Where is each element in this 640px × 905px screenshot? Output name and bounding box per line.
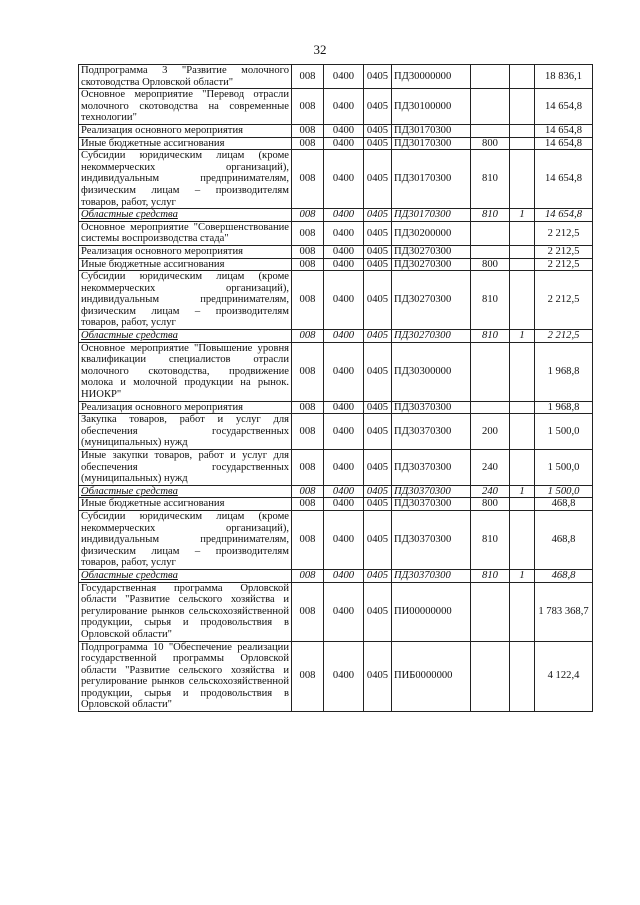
table-row <box>79 450 593 486</box>
table-row <box>79 271 593 330</box>
target-item-code: ПД30370300 <box>392 510 471 569</box>
amount: 1 783 368,7 <box>535 582 593 641</box>
expense-type-code <box>471 342 510 401</box>
table-row <box>79 65 593 89</box>
target-item-code: ПД30170300 <box>392 137 471 150</box>
amount: 14 654,8 <box>535 89 593 125</box>
expense-type-code <box>471 401 510 414</box>
subsection-code: 0405 <box>364 65 392 89</box>
target-item-code: ПД30270300 <box>392 330 471 343</box>
table-row <box>79 342 593 401</box>
funding-source-code <box>510 65 535 89</box>
funding-source-code <box>510 641 535 712</box>
section-code: 0400 <box>324 89 364 125</box>
amount: 14 654,8 <box>535 209 593 222</box>
amount: 2 212,5 <box>535 271 593 330</box>
section-code: 0400 <box>324 137 364 150</box>
expense-type-code: 800 <box>471 498 510 511</box>
department-code: 008 <box>292 641 324 712</box>
expense-type-code: 200 <box>471 414 510 450</box>
expense-type-code <box>471 245 510 258</box>
department-code: 008 <box>292 510 324 569</box>
department-code: 008 <box>292 401 324 414</box>
row-name: Иные бюджетные ассигнования <box>79 137 292 150</box>
funding-source-code: 1 <box>510 330 535 343</box>
expense-type-code: 810 <box>471 150 510 209</box>
funding-source-code <box>510 150 535 209</box>
row-name: Подпрограмма 10 "Обеспечение реализации государственной программы Орловской области "Развитие сельского хозяйства и регулирование рынков сельскохозяйственной продукции, сырья и продовольствия в Орловской области" <box>79 641 292 712</box>
section-code: 0400 <box>324 209 364 222</box>
section-code: 0400 <box>324 258 364 271</box>
target-item-code: ПИ00000000 <box>392 582 471 641</box>
amount: 14 654,8 <box>535 124 593 137</box>
expense-type-code: 240 <box>471 450 510 486</box>
target-item-code: ПД30170300 <box>392 124 471 137</box>
row-name: Основное мероприятие "Повышение уровня квалификации специалистов отрасли молочного скотоводства, продвижение молока и молочной продукции на рынок. НИОКР" <box>79 342 292 401</box>
funding-source-code <box>510 258 535 271</box>
target-item-code: ПД30370300 <box>392 485 471 498</box>
subsection-code: 0405 <box>364 271 392 330</box>
table-row <box>79 582 593 641</box>
funding-source-code <box>510 271 535 330</box>
amount: 1 968,8 <box>535 342 593 401</box>
amount: 1 500,0 <box>535 414 593 450</box>
target-item-code: ПД30300000 <box>392 342 471 401</box>
subsection-code: 0405 <box>364 569 392 582</box>
section-code: 0400 <box>324 271 364 330</box>
target-item-code: ПД30200000 <box>392 221 471 245</box>
target-item-code: ПД30370300 <box>392 450 471 486</box>
department-code: 008 <box>292 582 324 641</box>
section-code: 0400 <box>324 330 364 343</box>
expense-type-code <box>471 89 510 125</box>
section-code: 0400 <box>324 414 364 450</box>
expense-type-code <box>471 221 510 245</box>
expense-type-code <box>471 582 510 641</box>
section-code: 0400 <box>324 485 364 498</box>
amount: 468,8 <box>535 569 593 582</box>
amount: 4 122,4 <box>535 641 593 712</box>
funding-source-code <box>510 510 535 569</box>
table-row <box>79 258 593 271</box>
department-code: 008 <box>292 485 324 498</box>
subsection-code: 0405 <box>364 209 392 222</box>
funding-source-code <box>510 498 535 511</box>
section-code: 0400 <box>324 65 364 89</box>
expense-type-code <box>471 65 510 89</box>
subsection-code: 0405 <box>364 330 392 343</box>
section-code: 0400 <box>324 569 364 582</box>
table-row <box>79 569 593 582</box>
funding-source-code <box>510 582 535 641</box>
row-name: Государственная программа Орловской области "Развитие сельского хозяйства и регулирование рынков сельскохозяйственной продукции, сырья и продовольствия в Орловской области" <box>79 582 292 641</box>
department-code: 008 <box>292 245 324 258</box>
target-item-code: ПД30270300 <box>392 245 471 258</box>
row-name: Иные бюджетные ассигнования <box>79 498 292 511</box>
funding-source-code: 1 <box>510 569 535 582</box>
subsection-code: 0405 <box>364 258 392 271</box>
funding-source-code <box>510 89 535 125</box>
target-item-code: ПД30170300 <box>392 209 471 222</box>
funding-source-code <box>510 401 535 414</box>
amount: 14 654,8 <box>535 150 593 209</box>
department-code: 008 <box>292 150 324 209</box>
table-row <box>79 485 593 498</box>
department-code: 008 <box>292 209 324 222</box>
target-item-code: ПД30170300 <box>392 150 471 209</box>
amount: 1 500,0 <box>535 450 593 486</box>
table-row <box>79 401 593 414</box>
target-item-code: ПД30370300 <box>392 569 471 582</box>
section-code: 0400 <box>324 510 364 569</box>
target-item-code: ПИБ0000000 <box>392 641 471 712</box>
row-name: Подпрограмма 3 "Развитие молочного скотоводства Орловской области" <box>79 65 292 89</box>
row-name: Иные закупки товаров, работ и услуг для обеспечения государственных (муниципальных) нужд <box>79 450 292 486</box>
expense-type-code: 810 <box>471 209 510 222</box>
funding-source-code <box>510 450 535 486</box>
table-row <box>79 137 593 150</box>
row-name: Закупка товаров, работ и услуг для обеспечения государственных (муниципальных) нужд <box>79 414 292 450</box>
department-code: 008 <box>292 65 324 89</box>
funding-source-code <box>510 221 535 245</box>
amount: 2 212,5 <box>535 245 593 258</box>
row-name: Областные средства <box>79 330 292 343</box>
subsection-code: 0405 <box>364 137 392 150</box>
department-code: 008 <box>292 124 324 137</box>
section-code: 0400 <box>324 221 364 245</box>
subsection-code: 0405 <box>364 150 392 209</box>
table-row <box>79 221 593 245</box>
funding-source-code <box>510 137 535 150</box>
row-name: Областные средства <box>79 485 292 498</box>
section-code: 0400 <box>324 342 364 401</box>
department-code: 008 <box>292 569 324 582</box>
subsection-code: 0405 <box>364 401 392 414</box>
amount: 1 968,8 <box>535 401 593 414</box>
row-name: Субсидии юридическим лицам (кроме некоммерческих организаций), индивидуальным предпринимателям, физическим лицам – производителям товаров, работ, услуг <box>79 510 292 569</box>
expense-type-code: 800 <box>471 137 510 150</box>
section-code: 0400 <box>324 401 364 414</box>
department-code: 008 <box>292 414 324 450</box>
table-row <box>79 150 593 209</box>
row-name: Субсидии юридическим лицам (кроме некоммерческих организаций), индивидуальным предпринимателям, физическим лицам – производителям товаров, работ, услуг <box>79 271 292 330</box>
row-name: Реализация основного мероприятия <box>79 124 292 137</box>
page-number: 32 <box>313 42 327 57</box>
row-name: Иные бюджетные ассигнования <box>79 258 292 271</box>
section-code: 0400 <box>324 498 364 511</box>
amount: 14 654,8 <box>535 137 593 150</box>
subsection-code: 0405 <box>364 89 392 125</box>
expense-type-code: 810 <box>471 330 510 343</box>
table-row <box>79 330 593 343</box>
section-code: 0400 <box>324 450 364 486</box>
table-row <box>79 89 593 125</box>
section-code: 0400 <box>324 582 364 641</box>
subsection-code: 0405 <box>364 414 392 450</box>
target-item-code: ПД30270300 <box>392 258 471 271</box>
department-code: 008 <box>292 330 324 343</box>
section-code: 0400 <box>324 245 364 258</box>
table-row <box>79 510 593 569</box>
section-code: 0400 <box>324 124 364 137</box>
row-name: Субсидии юридическим лицам (кроме некоммерческих организаций), индивидуальным предпринимателям, физическим лицам – производителям товаров, работ, услуг <box>79 150 292 209</box>
subsection-code: 0405 <box>364 485 392 498</box>
row-name: Областные средства <box>79 569 292 582</box>
table-row <box>79 641 593 712</box>
department-code: 008 <box>292 89 324 125</box>
target-item-code: ПД30270300 <box>392 271 471 330</box>
expense-type-code: 810 <box>471 510 510 569</box>
subsection-code: 0405 <box>364 450 392 486</box>
row-name: Основное мероприятие "Совершенствование системы воспроизводства стада" <box>79 221 292 245</box>
expense-type-code: 810 <box>471 569 510 582</box>
funding-source-code <box>510 124 535 137</box>
expense-type-code <box>471 641 510 712</box>
subsection-code: 0405 <box>364 221 392 245</box>
department-code: 008 <box>292 271 324 330</box>
row-name: Основное мероприятие "Перевод отрасли молочного скотоводства на современные технологии" <box>79 89 292 125</box>
funding-source-code: 1 <box>510 209 535 222</box>
row-name: Реализация основного мероприятия <box>79 245 292 258</box>
table-row <box>79 414 593 450</box>
section-code: 0400 <box>324 150 364 209</box>
funding-source-code <box>510 342 535 401</box>
target-item-code: ПД30370300 <box>392 414 471 450</box>
subsection-code: 0405 <box>364 124 392 137</box>
department-code: 008 <box>292 342 324 401</box>
expense-type-code: 810 <box>471 271 510 330</box>
section-code: 0400 <box>324 641 364 712</box>
table-row <box>79 498 593 511</box>
budget-table-body <box>79 65 593 712</box>
subsection-code: 0405 <box>364 641 392 712</box>
amount: 2 212,5 <box>535 221 593 245</box>
expense-type-code <box>471 124 510 137</box>
target-item-code: ПД30370300 <box>392 401 471 414</box>
target-item-code: ПД30370300 <box>392 498 471 511</box>
row-name: Областные средства <box>79 209 292 222</box>
row-name: Реализация основного мероприятия <box>79 401 292 414</box>
amount: 18 836,1 <box>535 65 593 89</box>
table-row <box>79 245 593 258</box>
expense-type-code: 240 <box>471 485 510 498</box>
department-code: 008 <box>292 450 324 486</box>
subsection-code: 0405 <box>364 245 392 258</box>
funding-source-code <box>510 245 535 258</box>
subsection-code: 0405 <box>364 510 392 569</box>
subsection-code: 0405 <box>364 342 392 401</box>
expense-type-code: 800 <box>471 258 510 271</box>
target-item-code: ПД30000000 <box>392 65 471 89</box>
amount: 2 212,5 <box>535 330 593 343</box>
department-code: 008 <box>292 221 324 245</box>
table-row <box>79 209 593 222</box>
department-code: 008 <box>292 258 324 271</box>
amount: 468,8 <box>535 498 593 511</box>
funding-source-code: 1 <box>510 485 535 498</box>
table-row <box>79 124 593 137</box>
amount: 1 500,0 <box>535 485 593 498</box>
subsection-code: 0405 <box>364 498 392 511</box>
amount: 2 212,5 <box>535 258 593 271</box>
amount: 468,8 <box>535 510 593 569</box>
subsection-code: 0405 <box>364 582 392 641</box>
funding-source-code <box>510 414 535 450</box>
department-code: 008 <box>292 137 324 150</box>
target-item-code: ПД30100000 <box>392 89 471 125</box>
budget-table <box>78 64 593 712</box>
department-code: 008 <box>292 498 324 511</box>
